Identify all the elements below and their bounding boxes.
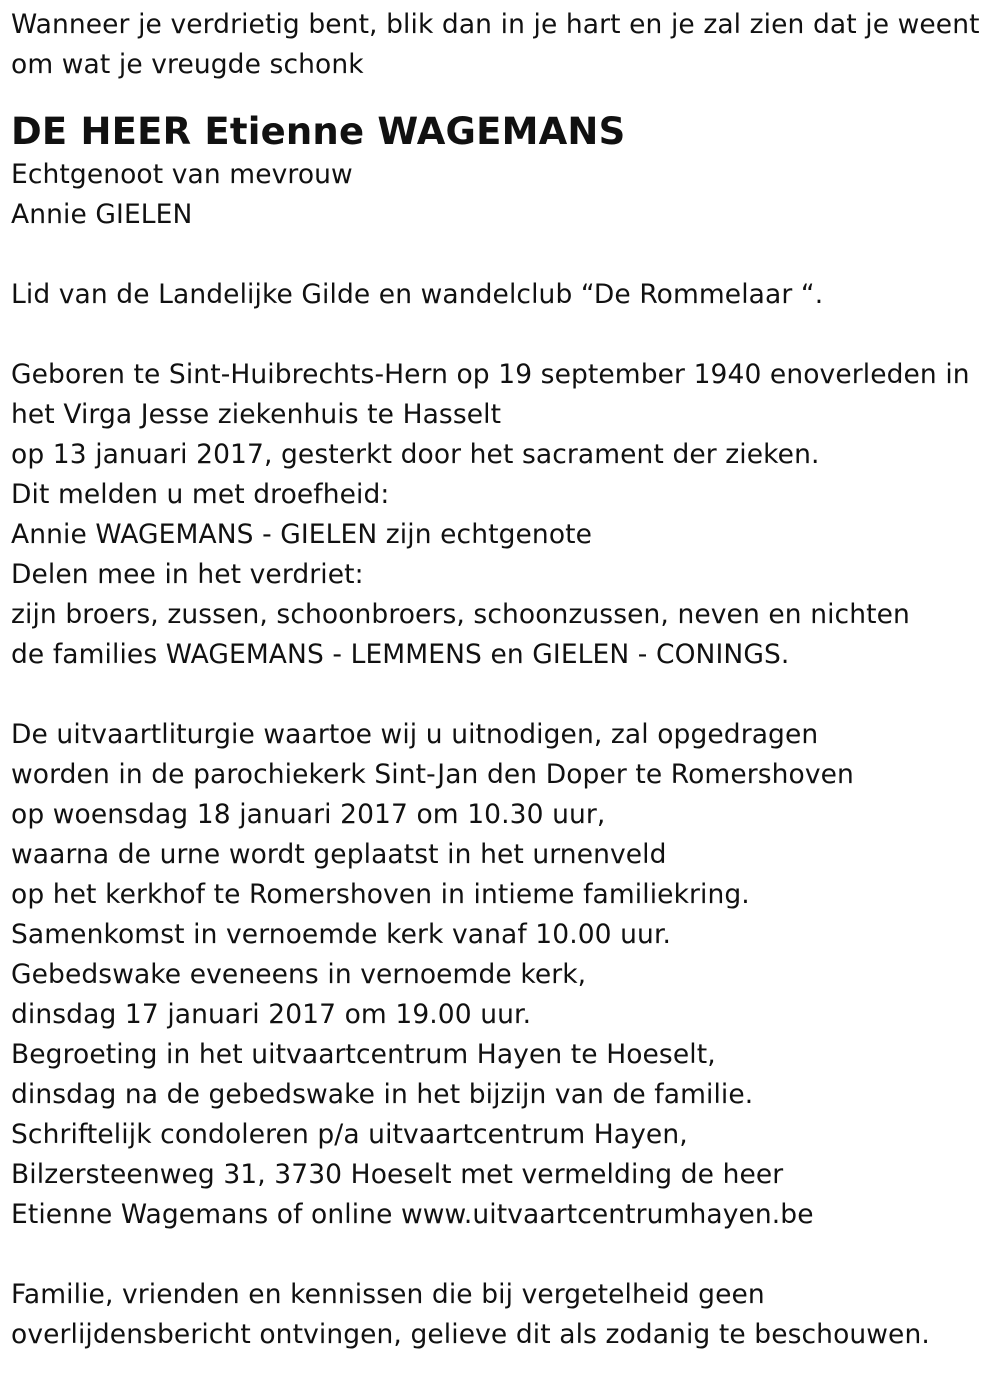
closing-line: overlijdensbericht ontvingen, gelieve dit als zodanig te beschouwen. (11, 1319, 930, 1350)
funeral-line: waarna de urne wordt geplaatst in het urnenveld (11, 839, 667, 870)
funeral-line: op het kerkhof te Romershoven in intieme familiekring. (11, 879, 750, 910)
funeral-line: dinsdag 17 januari 2017 om 19.00 uur. (11, 999, 532, 1030)
closing-block (11, 1275, 1000, 1355)
funeral-line: Etienne Wagemans of online www.uitvaartcentrumhayen.be (11, 1199, 814, 1230)
funeral-line: De uitvaartliturgie waartoe wij u uitnodigen, zal opgedragen (11, 719, 819, 750)
funeral-line: dinsdag na de gebedswake in het bijzijn van de familie. (11, 1079, 754, 1110)
spouse-line: Echtgenoot van mevrouw (11, 159, 353, 190)
membership-text: Lid van de Landelijke Gilde en wandelclub “De Rommelaar “. (11, 279, 824, 310)
funeral-line: Schriftelijk condoleren p/a uitvaartcentrum Hayen, (11, 1119, 688, 1150)
deceased-name: DE HEER Etienne WAGEMANS (11, 110, 626, 153)
funeral-line: worden in de parochiekerk Sint-Jan den Doper te Romershoven (11, 759, 854, 790)
quote-line: Wanneer je verdrietig bent, blik dan in je hart en je zal zien dat je weent (11, 9, 980, 40)
opening-quote (11, 0, 1000, 85)
funeral-line: Gebedswake eveneens in vernoemde kerk, (11, 959, 587, 990)
closing-line: Familie, vrienden en kennissen die bij vergetelheid geen (11, 1279, 765, 1310)
funeral-line: op woensdag 18 januari 2017 om 10.30 uur, (11, 799, 606, 830)
funeral-line: Bilzersteenweg 31, 3730 Hoeselt met vermelding de heer (11, 1159, 784, 1190)
announcement-line: Geboren te Sint-Huibrechts-Hern op 19 september 1940 enoverleden in (11, 359, 970, 390)
announcement-line: op 13 januari 2017, gesterkt door het sacrament der zieken. (11, 439, 820, 470)
announcement-line: de families WAGEMANS - LEMMENS en GIELEN - CONINGS. (11, 639, 790, 670)
announcement-line: Delen mee in het verdriet: (11, 559, 364, 590)
quote-line: om wat je vreugde schonk (11, 49, 364, 80)
announcement-line: Dit melden u met droefheid: (11, 479, 390, 510)
spouse-block (11, 155, 1000, 235)
membership-block (11, 275, 1000, 315)
funeral-line: Samenkomst in vernoemde kerk vanaf 10.00 uur. (11, 919, 672, 950)
funeral-line: Begroeting in het uitvaartcentrum Hayen te Hoeselt, (11, 1039, 716, 1070)
announcement-block (11, 355, 1000, 675)
announcement-line: Annie WAGEMANS - GIELEN zijn echtgenote (11, 519, 593, 550)
spouse-name: Annie GIELEN (11, 199, 193, 230)
announcement-line: zijn broers, zussen, schoonbroers, schoonzussen, neven en nichten (11, 599, 910, 630)
funeral-block (11, 715, 1000, 1235)
announcement-line: het Virga Jesse ziekenhuis te Hasselt (11, 399, 502, 430)
